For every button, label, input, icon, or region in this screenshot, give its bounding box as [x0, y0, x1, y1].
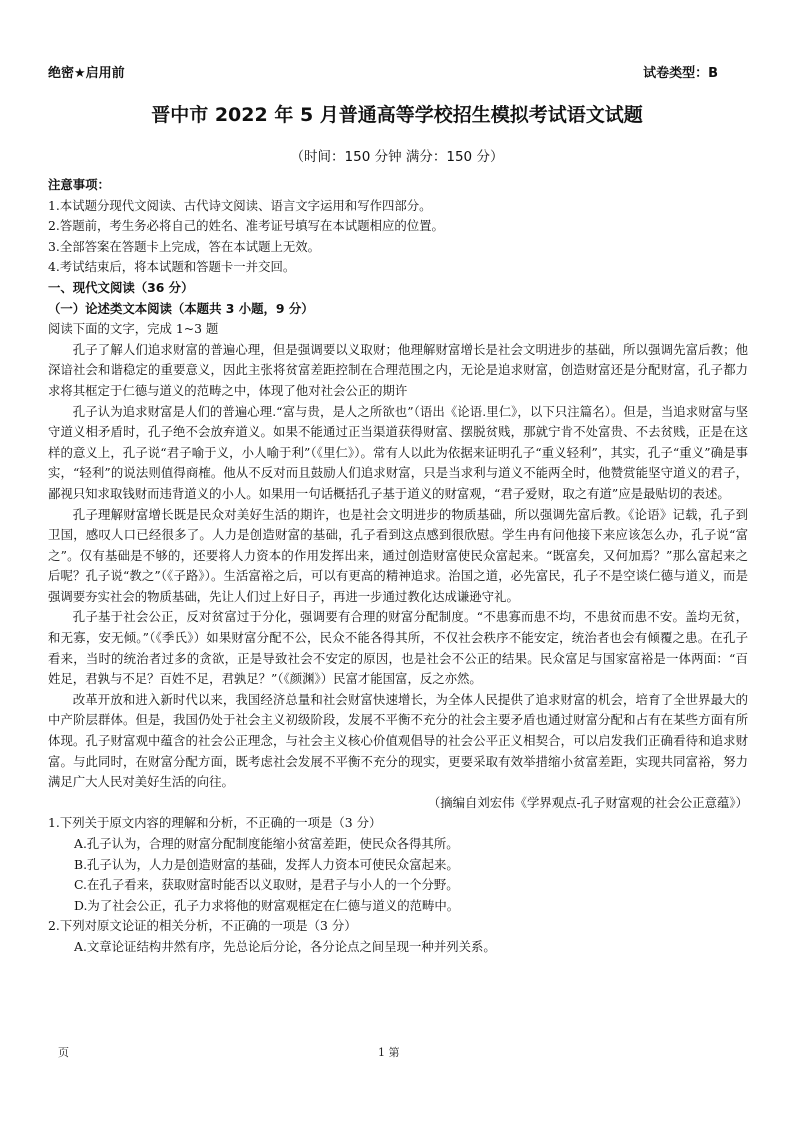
- passage-paragraph: 改革开放和进入新时代以来，我国经济总量和社会财富快速增长，为全体人民提供了追求财富的机会，培育了全世界最大的中产阶层群体。但是，我国仍处于社会主义初级阶段，发展不平衡不充分的社会主要矛盾也通过财富分配和占有在某些方面有所体现。孔子财富观中蕴含的社会公正理念，与社会主义核心价值观倡导的社会公平正义相契合，可以启发我们正确看待和追求财富。与此同时，在财富分配方面，既考虑社会发展不平衡不充分的现实，更要采取有效举措缩小贫富差距，实现共同富裕，努力满足广大人民对美好生活的向往。: [48, 691, 748, 790]
- question-option: C.在孔子看来，获取财富时能否以义取财，是君子与小人的一个分野。: [74, 877, 459, 893]
- passage-source: （摘编自刘宏伟《学界观点-孔子财富观的社会公正意蕴》）: [427, 794, 748, 810]
- notice-item: 1.本试题分现代文阅读、古代诗文阅读、语言文字运用和写作四部分。: [48, 197, 432, 213]
- question-option: A.孔子认为，合理的财富分配制度能缩小贫富差距，使民众各得其所。: [74, 836, 459, 851]
- footer-page-number: 1 第: [378, 1046, 400, 1059]
- question-option: B.孔子认为，人力是创造财富的基础，发挥人力资本可使民众富起来。: [74, 856, 459, 872]
- notice-heading: 注意事项：: [48, 177, 110, 192]
- notice-item: 3.全部答案在答题卡上完成，答在本试题上无效。: [48, 238, 321, 254]
- exam-subtitle: （时间：150 分钟 满分：150 分）: [290, 149, 504, 165]
- question-option: A.文章论证结构井然有序，先总论后分论，各分论点之间呈现一种并列关系。: [74, 938, 496, 954]
- exam-title: 晋中市 2022 年 5 月普通高等学校招生模拟考试语文试题: [151, 104, 643, 126]
- paper-type-label: 试卷类型：B: [643, 66, 718, 81]
- question-stem: 2.下列对原文论证的相关分析，不正确的一项是（3 分）: [48, 918, 357, 934]
- confidential-label: 绝密★启用前: [48, 66, 125, 81]
- section-heading: 一、现代文阅读（36 分）: [48, 279, 194, 295]
- passage-paragraph: 孔子基于社会公正，反对贫富过于分化，强调要有合理的财富分配制度。“不患寡而患不均，不患贫而患不安。盖均无贫，和无寡，安无倾。”（《季氏》）如果财富分配不公，民众不能各得其所，不仅社会秩序不能安定，统治者也会有倾覆之患。在孔子看来，当时的统治者过多的贪欲，正是导致社会不安定的原因，也是社会不公正的结果。民众富足与国家富裕是一体两面：“百姓足，君孰与不足？百姓不足，君孰足？”（《颜渊》）民富才能国富，反之亦然。: [48, 609, 748, 687]
- exam-content: [48, 175, 748, 958]
- question-stem: 1.下列关于原文内容的理解和分析，不正确的一项是（3 分）: [48, 815, 382, 831]
- sub-section-heading: （一）论述类文本阅读（本题共 3 小题，9 分）: [48, 300, 314, 316]
- question-option: D.为了社会公正，孔子力求将他的财富观框定在仁德与道义的范畴中。: [74, 897, 460, 913]
- notice-item: 4.考试结束后，将本试题和答题卡一并交回。: [48, 259, 296, 275]
- notice-item: 2.答题前，考生务必将自己的姓名、准考证号填写在本试题相应的位置。: [48, 218, 444, 234]
- footer-page-label: 页: [58, 1046, 69, 1059]
- passage-paragraph: 孔子了解人们追求财富的普遍心理，但是强调要以义取财；他理解财富增长是社会文明进步的基础，所以强调先富后教；他深谙社会和谐稳定的重要意义，因此主张将贫富差距控制在合理范围之内，无论是追求财富，创造财富还是分配财富，孔子都力求将其框定于仁德与道义的范畴之中，体现了他对社会公正的期许: [48, 341, 748, 398]
- passage-paragraph: 孔子理解财富增长既是民众对美好生活的期许，也是社会文明进步的物质基础，所以强调先富后教。《论语》记载，孔子到卫国，感叹人口已经很多了。人力是创造财富的基础，孔子看到这点感到很欣慰。学生冉有问他接下来应该怎么办，孔子说“富之”。仅有基础是不够的，还要将人力资本的作用发挥出来，通过创造财富使民众富起来。“既富矣，又何加焉？”那么富起来之后呢？孔子说“教之”（《子路》）。生活富裕之后，可以有更高的精神追求。治国之道，必先富民，孔子不是空谈仁德与道义，而是强调要夯实社会的物质基础，先让人们过上好日子，再进一步通过教化达成谦逊守礼。: [48, 506, 748, 604]
- reading-instruction: 阅读下面的文字，完成 1~3 题: [48, 321, 219, 337]
- passage-paragraph: 孔子认为追求财富是人们的普遍心理.“富与贵，是人之所欲也”（语出《论语.里仁》，以下只注篇名）。但是，当追求财富与坚守道义相矛盾时，孔子绝不会放弃道义。如果不能通过正当渠道获得财富、摆脱贫贱，那就宁肯不处富贵、不去贫贱，正是在这样的意义上，孔子说“君子喻于义，小人喻于利”（《里仁》）。常有人以此为依据来证明孔子“重义轻利”，其实，孔子“重义”确是事实，“轻利”的说法则值得商榷。他从不反对而且鼓励人们追求财富，只是当求利与道义不能两全时，他赞赏能坚守道义的君子，鄙视只知求取钱财而违背道义的小人。如果用一句话概括孔子基于道义的财富观，“君子爱财，取之有道”应是最贴切的表述。: [48, 403, 748, 501]
